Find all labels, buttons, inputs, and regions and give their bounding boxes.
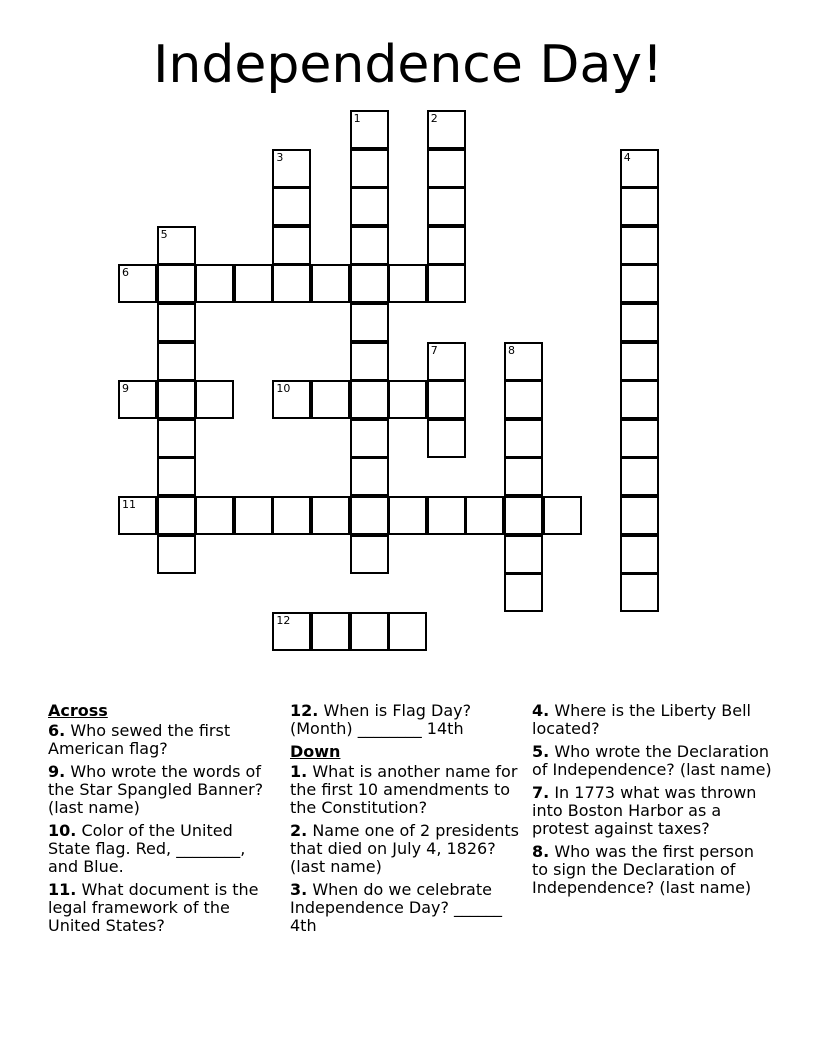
- grid-cell[interactable]: [620, 535, 659, 574]
- clues-column-3: [532, 702, 772, 902]
- clue-text: Who sewed the first American flag?: [48, 721, 231, 758]
- grid-cell[interactable]: [504, 535, 543, 574]
- clues-column-2: [290, 702, 528, 940]
- cell-number: 6: [122, 266, 129, 280]
- grid-cell[interactable]: [118, 264, 157, 303]
- clue-down-2: [290, 822, 528, 876]
- grid-cell[interactable]: [311, 380, 350, 419]
- grid-cell[interactable]: [620, 149, 659, 188]
- clue-text: When do we celebrate Independence Day? ______ 4th: [290, 880, 503, 935]
- cell-number: 2: [430, 112, 438, 125]
- clue-number: 8.: [532, 842, 550, 861]
- cell-number: 5: [160, 227, 168, 241]
- grid-cell[interactable]: [620, 303, 659, 342]
- grid-cell[interactable]: [620, 496, 659, 535]
- grid-cell[interactable]: [350, 264, 389, 303]
- clue-number: 4.: [532, 701, 550, 720]
- grid-cell[interactable]: [427, 496, 466, 535]
- clue-number: 12.: [290, 701, 319, 720]
- grid-cell[interactable]: [118, 380, 157, 419]
- grid-cell[interactable]: [157, 535, 196, 574]
- cell-number: 3: [276, 150, 284, 164]
- grid-cell[interactable]: [118, 496, 157, 535]
- clue-text: When is Flag Day? (Month) ________ 14th: [290, 701, 472, 738]
- grid-cell[interactable]: [311, 496, 350, 535]
- grid-cell[interactable]: [311, 264, 350, 303]
- grid-cell[interactable]: [620, 226, 659, 265]
- grid-cell[interactable]: [272, 380, 311, 419]
- grid-cell[interactable]: [427, 187, 466, 226]
- grid-cell[interactable]: [350, 380, 389, 419]
- grid-cell[interactable]: [350, 187, 389, 226]
- grid-cell[interactable]: [350, 226, 389, 265]
- grid-cell[interactable]: [234, 496, 273, 535]
- clue-text: Who wrote the words of the Star Spangled Banner? (last name): [48, 762, 264, 817]
- cell-number: 8: [508, 343, 515, 357]
- cell-number: 4: [623, 150, 631, 164]
- grid-cell[interactable]: [388, 496, 427, 535]
- clue-down-3: [290, 881, 528, 935]
- grid-cell[interactable]: [504, 457, 543, 496]
- grid-cell[interactable]: [195, 380, 234, 419]
- grid-cell[interactable]: [620, 457, 659, 496]
- clue-text: Who wrote the Declaration of Independence? (last name): [532, 742, 772, 779]
- puzzle-title: Independence Day!: [153, 35, 663, 95]
- grid-cell[interactable]: [504, 419, 543, 458]
- clue-text: Name one of 2 presidents that died on July 4, 1826? (last name): [290, 821, 519, 876]
- grid-cell[interactable]: [543, 496, 582, 535]
- grid-cell[interactable]: [350, 149, 389, 188]
- grid-cell[interactable]: [195, 264, 234, 303]
- grid-cell[interactable]: [272, 149, 311, 188]
- clue-down-4: [532, 702, 772, 738]
- grid-cell[interactable]: [157, 419, 196, 458]
- clue-text: Color of the United State flag. Red, ________, and Blue.: [48, 821, 246, 876]
- grid-cell[interactable]: [620, 380, 659, 419]
- grid-cell[interactable]: [157, 496, 196, 535]
- clue-number: 6.: [48, 721, 66, 740]
- grid-cell[interactable]: [427, 149, 466, 188]
- clue-across-11: [48, 881, 278, 935]
- cell-number: 11: [122, 498, 136, 511]
- grid-cell[interactable]: [272, 187, 311, 226]
- clue-down-1: [290, 763, 528, 817]
- grid-cell[interactable]: [620, 187, 659, 226]
- clues-column-1: [48, 702, 278, 940]
- clue-number: 5.: [532, 742, 550, 761]
- grid-cell[interactable]: [504, 496, 543, 535]
- clue-text: Who was the first person to sign the Declaration of Independence? (last name): [532, 842, 754, 897]
- grid-cell[interactable]: [427, 342, 466, 381]
- grid-cell[interactable]: [388, 612, 427, 651]
- grid-cell[interactable]: [504, 573, 543, 612]
- grid-cell[interactable]: [620, 419, 659, 458]
- grid-cell[interactable]: [427, 419, 466, 458]
- grid-cell[interactable]: [427, 226, 466, 265]
- grid-cell[interactable]: [620, 342, 659, 381]
- grid-cell[interactable]: [272, 226, 311, 265]
- grid-cell[interactable]: [350, 342, 389, 381]
- grid-cell[interactable]: [620, 573, 659, 612]
- clue-down-5: [532, 743, 772, 779]
- grid-cell[interactable]: [620, 264, 659, 303]
- grid-cell[interactable]: [157, 380, 196, 419]
- grid-cell[interactable]: [504, 380, 543, 419]
- across-heading: Across: [48, 701, 108, 720]
- clue-number: 11.: [48, 880, 77, 899]
- clue-number: 2.: [290, 821, 308, 840]
- grid-cell[interactable]: [465, 496, 504, 535]
- cell-number: 1: [353, 112, 361, 125]
- cell-number: 9: [122, 382, 129, 396]
- grid-cell[interactable]: [157, 303, 196, 342]
- clue-text: What document is the legal framework of the United States?: [48, 880, 259, 935]
- clue-across-6: [48, 722, 278, 758]
- grid-cell[interactable]: [234, 264, 273, 303]
- grid-cell[interactable]: [427, 380, 466, 419]
- clue-number: 9.: [48, 762, 66, 781]
- grid-cell[interactable]: [350, 110, 389, 149]
- clue-down-8: [532, 843, 772, 897]
- grid-cell[interactable]: [195, 496, 234, 535]
- clue-across-9: [48, 763, 278, 817]
- clue-text: Where is the Liberty Bell located?: [532, 701, 751, 738]
- grid-cell[interactable]: [350, 535, 389, 574]
- grid-cell[interactable]: [272, 612, 311, 651]
- clue-number: 10.: [48, 821, 77, 840]
- clue-down-7: [532, 784, 772, 838]
- grid-cell[interactable]: [350, 457, 389, 496]
- grid-cell[interactable]: [157, 342, 196, 381]
- grid-cell[interactable]: [427, 110, 466, 149]
- clue-text: In 1773 what was thrown into Boston Harbor as a protest against taxes?: [532, 783, 757, 838]
- clue-number: 3.: [290, 880, 308, 899]
- clue-text: What is another name for the first 10 amendments to the Constitution?: [290, 762, 518, 817]
- cell-number: 10: [276, 382, 291, 396]
- grid-cell[interactable]: [157, 264, 196, 303]
- grid-cell[interactable]: [350, 419, 389, 458]
- grid-cell[interactable]: [272, 496, 311, 535]
- grid-cell[interactable]: [311, 612, 350, 651]
- grid-cell[interactable]: [350, 496, 389, 535]
- cell-number: 7: [430, 343, 438, 357]
- grid-cell[interactable]: [427, 264, 466, 303]
- clue-number: 1.: [290, 762, 308, 781]
- grid-cell[interactable]: [388, 380, 427, 419]
- clue-across-12: [290, 702, 528, 738]
- grid-cell[interactable]: [504, 342, 543, 381]
- cell-number: 12: [276, 613, 291, 627]
- grid-cell[interactable]: [157, 226, 196, 265]
- down-heading: Down: [290, 742, 341, 761]
- grid-cell[interactable]: [272, 264, 311, 303]
- grid-cell[interactable]: [350, 612, 389, 651]
- grid-cell[interactable]: [388, 264, 427, 303]
- clue-across-10: [48, 822, 278, 876]
- clue-number: 7.: [532, 783, 550, 802]
- grid-cell[interactable]: [350, 303, 389, 342]
- grid-cell[interactable]: [157, 457, 196, 496]
